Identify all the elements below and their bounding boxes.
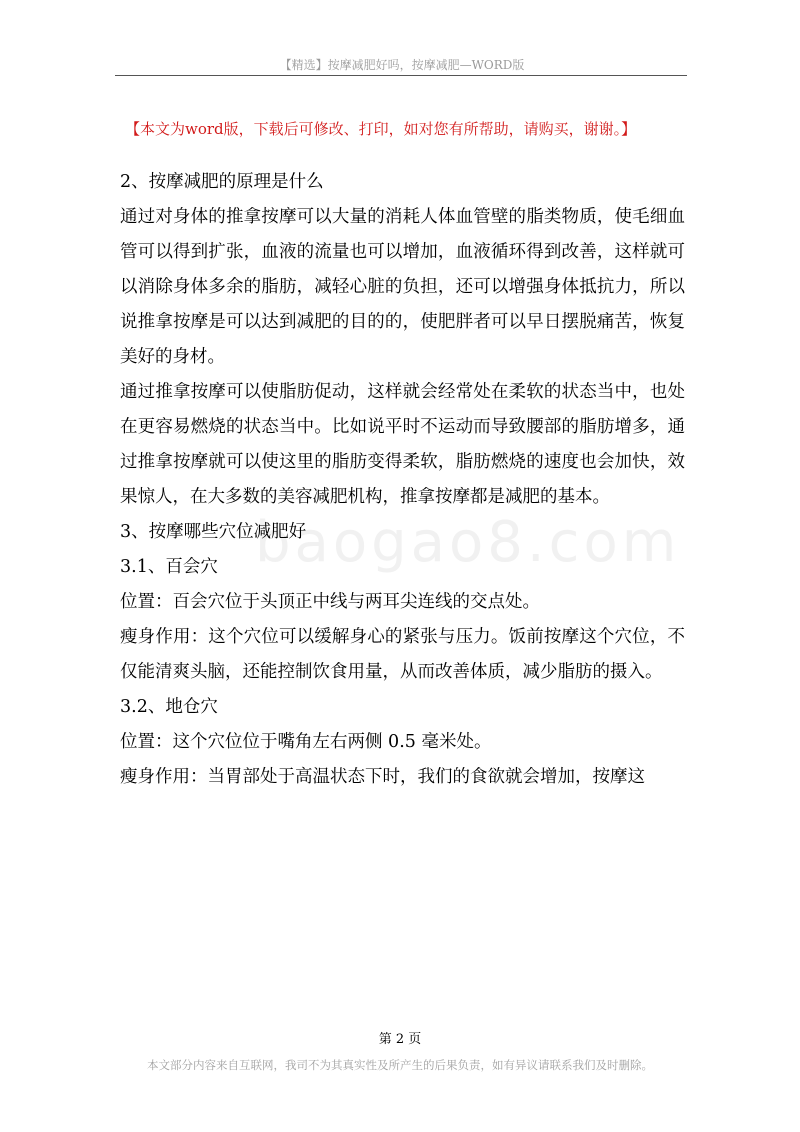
section-heading: 3、按摩哪些穴位减肥好: [120, 522, 307, 542]
purchase-notice: 【本文为word版，下载后可修改、打印，如对您有所帮助，请购买，谢谢。】: [125, 120, 637, 138]
subsection-heading: 3.2、地仓穴: [120, 697, 218, 717]
paragraph: 瘦身作用：当胃部处于高温状态下时，我们的食欲就会增加，按摩这: [120, 767, 645, 787]
section-heading: 2、按摩减肥的原理是什么: [120, 172, 324, 192]
header-divider: [115, 75, 687, 76]
watermark: baogao8.com: [255, 510, 681, 575]
document-body: [120, 165, 685, 795]
paragraph: 通过对身体的推拿按摩可以大量的消耗人体血管壁的脂类物质，使毛细血管可以得到扩张，血液的流量也可以增加，血液循环得到改善，这样就可以消除身体多余的脂肪，减轻心脏的负担，还可以增强身体抵抗力，所以说推拿按摩是可以达到减肥的目的的，使肥胖者可以早日摆脱痛苦，恢复美好的身材。: [120, 207, 685, 367]
paragraph: 位置：百会穴位于头顶正中线与两耳尖连线的交点处。: [120, 592, 540, 612]
page-footer: 本文部分内容来自互联网，我司不为其真实性及所产生的后果负责，如有异议请联系我们及时删除。: [147, 1058, 653, 1072]
paragraph: 瘦身作用：这个穴位可以缓解身心的紧张与压力。饭前按摩这个穴位，不仅能清爽头脑，还能控制饮食用量，从而改善体质，减少脂肪的摄入。: [120, 627, 685, 682]
paragraph: 位置：这个穴位位于嘴角左右两侧 0.5 毫米处。: [120, 732, 492, 752]
subsection-heading: 3.1、百会穴: [120, 557, 218, 577]
paragraph: 通过推拿按摩可以使脂肪促动，这样就会经常处在柔软的状态当中，也处在更容易燃烧的状态当中。比如说平时不运动而导致腰部的脂肪增多，通过推拿按摩就可以使这里的脂肪变得柔软，脂肪燃烧的速度也会加快，效果惊人，在大多数的美容减肥机构，推拿按摩都是减肥的基本。: [120, 382, 685, 507]
page-header: 【精选】按摩减肥好吗，按摩减肥—WORD版: [279, 58, 525, 72]
page-number: 第 2 页: [378, 1032, 422, 1047]
